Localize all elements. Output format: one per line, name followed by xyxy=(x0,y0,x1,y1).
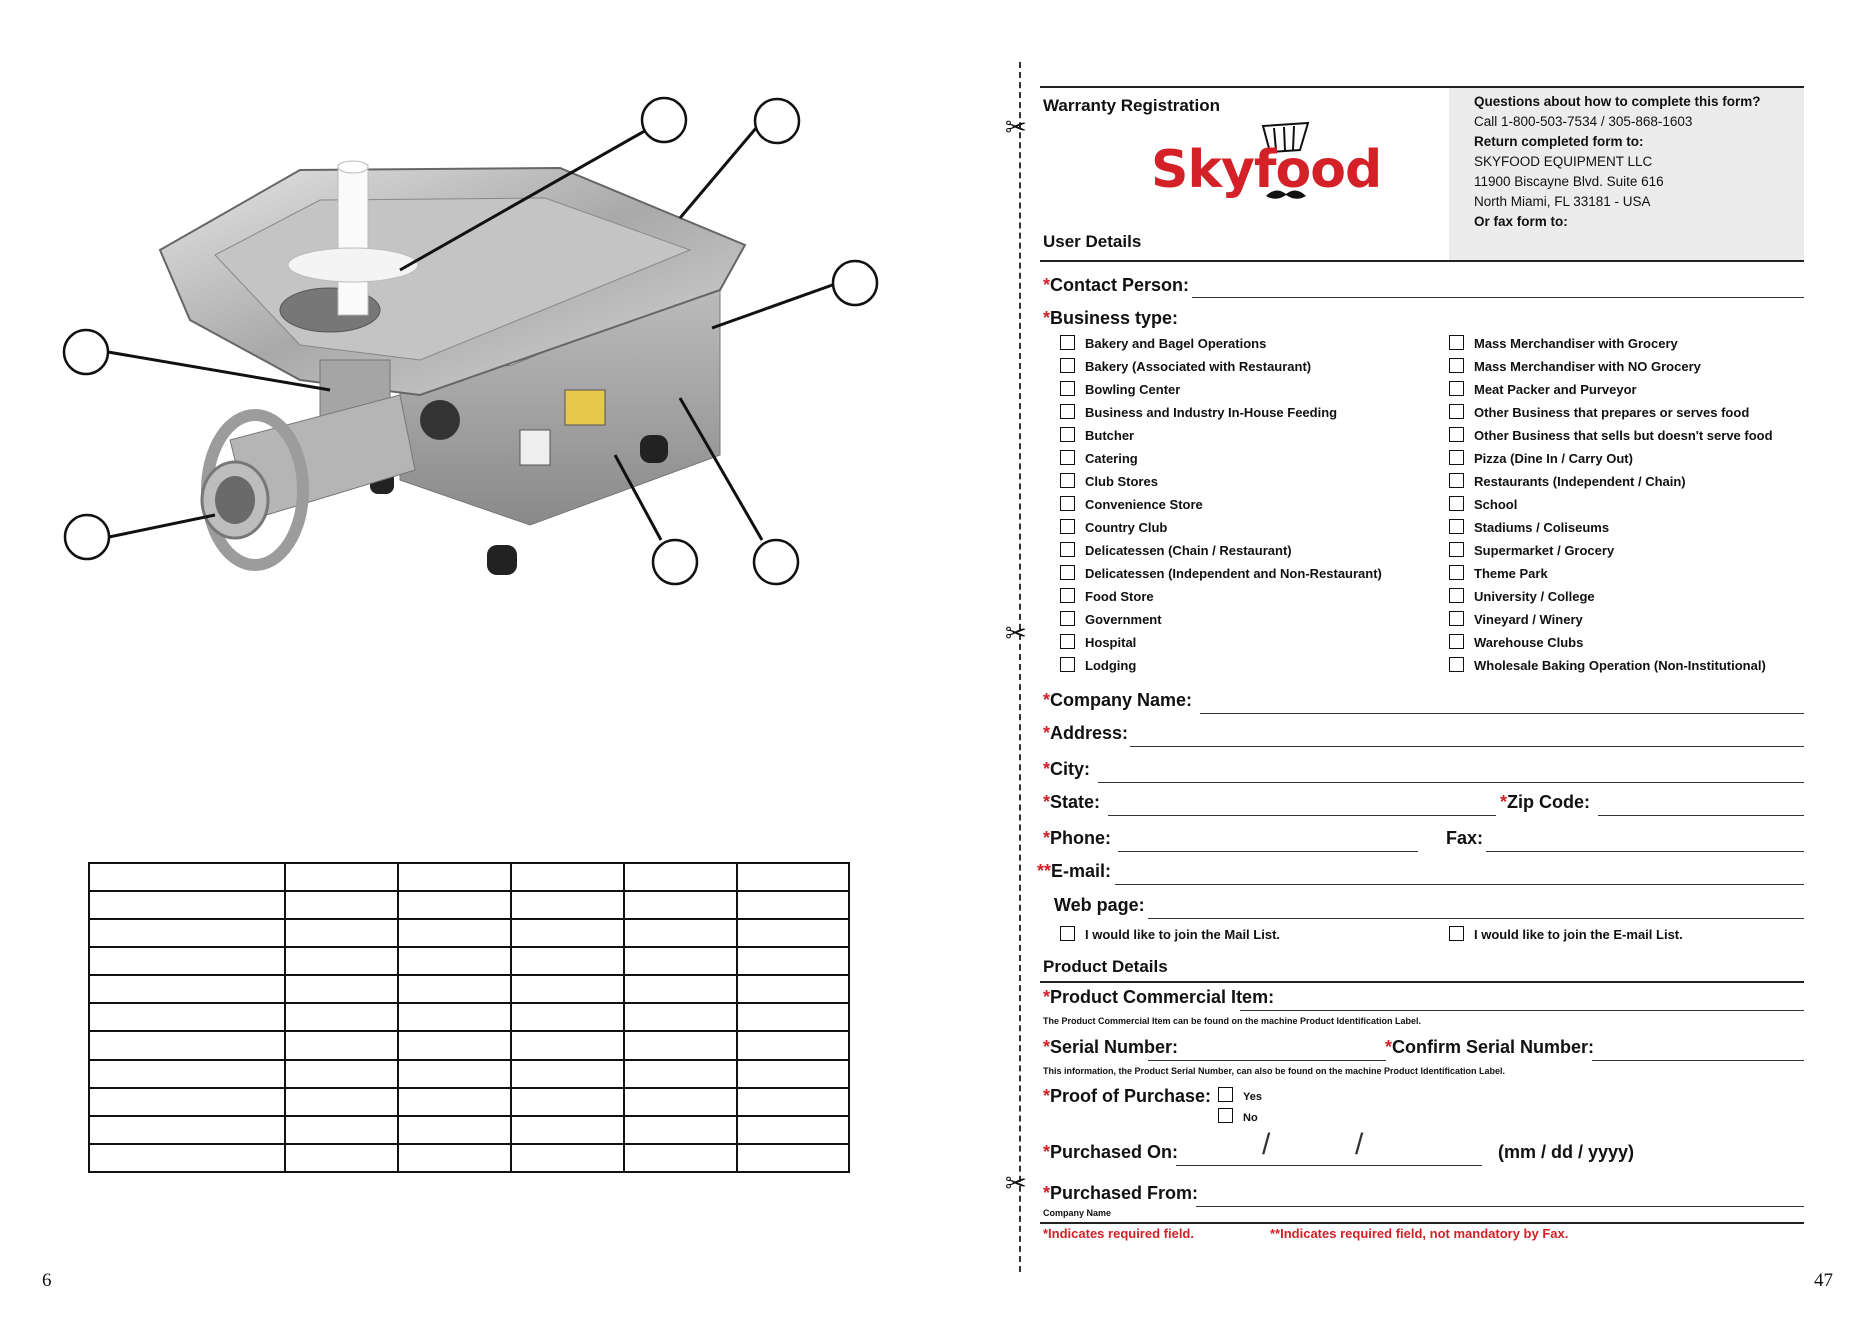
form-title: Warranty Registration xyxy=(1043,96,1220,115)
business-type-option[interactable]: Restaurants (Independent / Chain) xyxy=(1449,472,1686,492)
business-type-option[interactable]: Catering xyxy=(1060,449,1138,469)
contact-question: Questions about how to complete this form? xyxy=(1474,94,1761,109)
business-type-option[interactable]: Warehouse Clubs xyxy=(1449,633,1583,653)
checkbox[interactable] xyxy=(1449,496,1464,511)
checkbox[interactable] xyxy=(1060,473,1075,488)
contact-return-label: Return completed form to: xyxy=(1474,134,1644,149)
zip-code-field[interactable] xyxy=(1598,815,1804,816)
business-type-option[interactable]: Meat Packer and Purveyor xyxy=(1449,380,1637,400)
business-type-option[interactable]: Lodging xyxy=(1060,656,1136,676)
mail-list-option[interactable]: I would like to join the Mail List. xyxy=(1060,925,1280,945)
product-details-title: Product Details xyxy=(1043,957,1168,976)
email-label: **E-mail: xyxy=(1037,861,1112,881)
webpage-label: Web page: xyxy=(1054,895,1145,915)
checkbox[interactable] xyxy=(1449,565,1464,580)
zip-code-label: *Zip Code: xyxy=(1500,792,1591,812)
checkbox[interactable] xyxy=(1060,404,1075,419)
proof-yes-option[interactable]: Yes xyxy=(1218,1087,1262,1107)
business-type-option[interactable]: Bakery and Bagel Operations xyxy=(1060,334,1266,354)
purchase-date-field[interactable] xyxy=(1176,1165,1482,1166)
checkbox[interactable] xyxy=(1449,634,1464,649)
contact-phone: Call 1-800-503-7534 / 305-868-1603 xyxy=(1474,114,1693,129)
business-type-option[interactable]: Convenience Store xyxy=(1060,495,1203,515)
page-number-left: 6 xyxy=(42,1270,52,1291)
contact-person-field[interactable] xyxy=(1192,297,1804,298)
purchased-on-label: *Purchased On: xyxy=(1043,1142,1179,1162)
business-type-option[interactable]: School xyxy=(1449,495,1517,515)
business-type-option[interactable]: Vineyard / Winery xyxy=(1449,610,1583,630)
stomper xyxy=(338,165,368,315)
business-type-option[interactable]: Mass Merchandiser with NO Grocery xyxy=(1449,357,1701,377)
logo-text: Skyfood xyxy=(1151,140,1382,200)
foot xyxy=(640,435,668,463)
fax-field[interactable] xyxy=(1486,851,1804,852)
business-type-option[interactable]: Food Store xyxy=(1060,587,1154,607)
email-field[interactable] xyxy=(1115,884,1804,885)
product-item-hint: The Product Commercial Item can be found on the machine Product Identification Label. xyxy=(1043,1016,1422,1026)
checkbox[interactable] xyxy=(1060,542,1075,557)
business-type-option[interactable]: Bowling Center xyxy=(1060,380,1180,400)
serial-hint: This information, the Product Serial Number, can also be found on the machine Product Identification Label. xyxy=(1043,1066,1506,1076)
product-item-label: *Product Commercial Item: xyxy=(1043,987,1275,1007)
user-details-title: User Details xyxy=(1043,232,1142,251)
business-type-option[interactable]: Theme Park xyxy=(1449,564,1548,584)
callout-circle xyxy=(642,98,686,142)
serial-number-label: *Serial Number: xyxy=(1043,1037,1179,1057)
page-number-right: 47 xyxy=(1814,1270,1833,1291)
checkbox[interactable] xyxy=(1060,657,1075,672)
date-separator: / xyxy=(1262,1128,1271,1161)
business-type-label: *Business type: xyxy=(1043,308,1179,328)
callout-circle xyxy=(65,515,109,559)
business-type-option[interactable]: Business and Industry In-House Feeding xyxy=(1060,403,1337,423)
callout-circle xyxy=(833,261,877,305)
business-type-option[interactable]: Pizza (Dine In / Carry Out) xyxy=(1449,449,1633,469)
user-details-rule xyxy=(1040,260,1804,262)
scissors-icon: ✂ xyxy=(1005,112,1027,142)
serial-number-field[interactable] xyxy=(1148,1060,1386,1061)
info-label xyxy=(520,430,550,465)
webpage-field[interactable] xyxy=(1148,918,1804,919)
date-format-hint: (mm / dd / yyyy) xyxy=(1498,1142,1635,1162)
business-type-option[interactable]: Delicatessen (Independent and Non-Restaurant) xyxy=(1060,564,1382,584)
checkbox[interactable] xyxy=(1449,381,1464,396)
business-type-option[interactable]: Country Club xyxy=(1060,518,1167,538)
business-type-option[interactable]: Bakery (Associated with Restaurant) xyxy=(1060,357,1311,377)
checkbox[interactable] xyxy=(1060,358,1075,373)
scissors-icon: ✂ xyxy=(1005,618,1027,648)
contact-company: SKYFOOD EQUIPMENT LLC xyxy=(1474,154,1653,169)
business-type-option[interactable]: Supermarket / Grocery xyxy=(1449,541,1614,561)
business-type-option[interactable]: Other Business that prepares or serves food xyxy=(1449,403,1749,423)
company-name-hint: Company Name xyxy=(1043,1208,1112,1218)
phone-label: *Phone: xyxy=(1043,828,1112,848)
date-separator: / xyxy=(1355,1128,1364,1161)
email-list-option[interactable]: I would like to join the E-mail List. xyxy=(1449,925,1683,945)
state-field[interactable] xyxy=(1108,815,1496,816)
state-label: *State: xyxy=(1043,792,1101,812)
checkbox[interactable] xyxy=(1449,358,1464,373)
checkbox[interactable] xyxy=(1449,926,1464,941)
checkbox[interactable] xyxy=(1060,519,1075,534)
address-field[interactable] xyxy=(1130,746,1804,747)
proof-no-option[interactable]: No xyxy=(1218,1108,1258,1128)
product-item-field[interactable] xyxy=(1240,1010,1804,1011)
form-bottom-rule xyxy=(1040,1222,1804,1224)
checkbox[interactable] xyxy=(1060,926,1075,941)
contact-person-label: *Contact Person: xyxy=(1043,275,1190,295)
checkbox[interactable] xyxy=(1449,404,1464,419)
checkbox[interactable] xyxy=(1218,1087,1233,1102)
required-fax-note: **Indicates required field, not mandatory by Fax. xyxy=(1270,1226,1569,1241)
parts-table xyxy=(88,862,850,1173)
checkbox[interactable] xyxy=(1449,427,1464,442)
business-type-option[interactable]: Stadiums / Coliseums xyxy=(1449,518,1609,538)
foot xyxy=(487,545,517,575)
meat-grinder-photo xyxy=(0,0,1000,640)
cut-line xyxy=(1019,62,1021,1272)
confirm-serial-label: *Confirm Serial Number: xyxy=(1385,1037,1595,1057)
purchased-from-label: *Purchased From: xyxy=(1043,1183,1199,1203)
checkbox[interactable] xyxy=(1218,1108,1233,1123)
business-type-option[interactable]: Hospital xyxy=(1060,633,1136,653)
warning-label xyxy=(565,390,605,425)
checkbox[interactable] xyxy=(1060,634,1075,649)
callout-circle xyxy=(653,540,697,584)
callout-circle xyxy=(755,99,799,143)
checkbox[interactable] xyxy=(1060,381,1075,396)
company-name-label: *Company Name: xyxy=(1043,690,1193,710)
business-type-option[interactable]: Delicatessen (Chain / Restaurant) xyxy=(1060,541,1292,561)
company-name-field[interactable] xyxy=(1200,713,1804,714)
product-details-rule xyxy=(1040,981,1804,983)
city-field[interactable] xyxy=(1098,782,1804,783)
checkbox[interactable] xyxy=(1449,450,1464,465)
checkbox[interactable] xyxy=(1060,496,1075,511)
business-type-option[interactable]: Other Business that sells but doesn't serve food xyxy=(1449,426,1773,446)
city-label: *City: xyxy=(1043,759,1091,779)
business-type-option[interactable]: Club Stores xyxy=(1060,472,1158,492)
scissors-icon: ✂ xyxy=(1005,1168,1027,1198)
contact-street: 11900 Biscayne Blvd. Suite 616 xyxy=(1474,174,1664,189)
proof-of-purchase-label: *Proof of Purchase: xyxy=(1043,1086,1212,1106)
checkbox[interactable] xyxy=(1449,335,1464,350)
business-type-option[interactable]: Butcher xyxy=(1060,426,1134,446)
checkbox[interactable] xyxy=(1449,473,1464,488)
checkbox[interactable] xyxy=(1449,588,1464,603)
checkbox[interactable] xyxy=(1060,335,1075,350)
contact-panel xyxy=(1449,88,1804,260)
checkbox[interactable] xyxy=(1060,588,1075,603)
business-type-option[interactable]: Wholesale Baking Operation (Non-Institutional) xyxy=(1449,656,1766,676)
contact-city: North Miami, FL 33181 - USA xyxy=(1474,194,1651,209)
phone-field[interactable] xyxy=(1118,851,1418,852)
callout-circle xyxy=(754,540,798,584)
fax-label: Fax: xyxy=(1446,828,1484,848)
checkbox[interactable] xyxy=(1060,427,1075,442)
checkbox[interactable] xyxy=(1060,450,1075,465)
required-note: *Indicates required field. xyxy=(1043,1226,1194,1241)
business-type-option[interactable]: Mass Merchandiser with Grocery xyxy=(1449,334,1678,354)
confirm-serial-field[interactable] xyxy=(1592,1060,1804,1061)
checkbox[interactable] xyxy=(1449,611,1464,626)
business-type-option[interactable]: University / College xyxy=(1449,587,1595,607)
checkbox[interactable] xyxy=(1060,565,1075,580)
checkbox[interactable] xyxy=(1449,542,1464,557)
business-type-option[interactable]: Government xyxy=(1060,610,1162,630)
address-label: *Address: xyxy=(1043,723,1129,743)
checkbox[interactable] xyxy=(1449,519,1464,534)
contact-fax-label: Or fax form to: xyxy=(1474,214,1568,229)
callout-circle xyxy=(64,330,108,374)
purchased-from-field[interactable] xyxy=(1196,1206,1804,1207)
checkbox[interactable] xyxy=(1060,611,1075,626)
checkbox[interactable] xyxy=(1449,657,1464,672)
